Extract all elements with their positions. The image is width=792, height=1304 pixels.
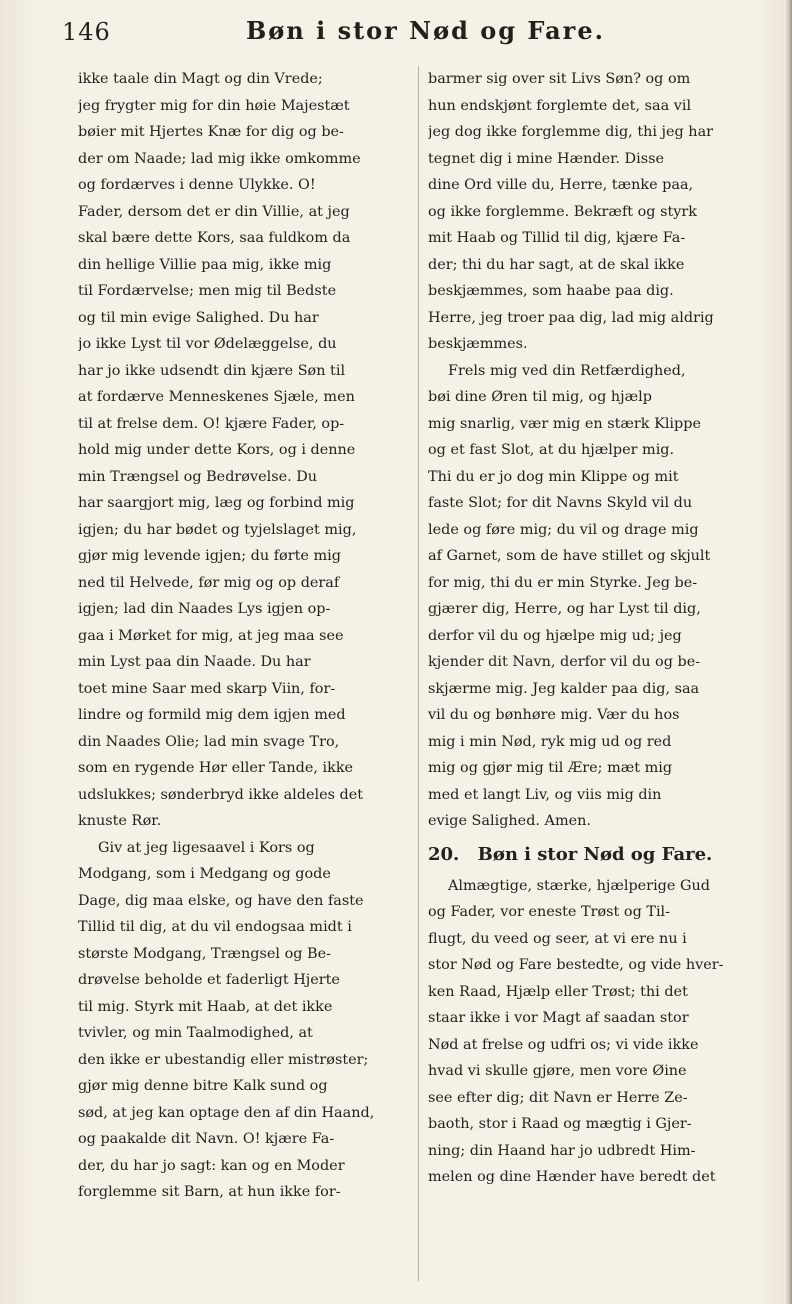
text-line: igjen; lad din Naades Lys igjen op- bbox=[78, 601, 331, 617]
text-line: og paakalde dit Navn. O! kjære Fa- bbox=[78, 1131, 335, 1147]
text-line: min Trængsel og Bedrøvelse. Du bbox=[78, 468, 318, 485]
text-line: beskjæmmes. bbox=[428, 336, 528, 352]
text-line: tvivler, og min Taalmodighed, at bbox=[78, 1025, 313, 1041]
text-line: beskjæmmes, som haabe paa dig. bbox=[428, 283, 674, 299]
text-line: hold mig under dette Kors, og i denne bbox=[78, 442, 356, 458]
text-line: lede og føre mig; du vil og drage mig bbox=[428, 521, 699, 538]
text-line: jo ikke Lyst til vor Ødelæggelse, du bbox=[78, 336, 337, 352]
text-line: Almægtige, stærke, hjælperige Gud bbox=[448, 877, 710, 894]
text-line: skal bære dette Kors, saa fuldkom da bbox=[78, 230, 351, 246]
text-line: lindre og formild mig dem igjen med bbox=[78, 707, 346, 723]
text-line: mig i min Nød, ryk mig ud og red bbox=[428, 733, 672, 750]
text-line: og Fader, vor eneste Trøst og Til- bbox=[428, 904, 671, 920]
text-line: til Fordærvelse; men mig til Bedste bbox=[78, 283, 337, 299]
text-line: Frels mig ved din Retfærdighed, bbox=[448, 362, 686, 379]
text-line: og et fast Slot, at du hjælper mig. bbox=[428, 442, 675, 458]
text-line: ned til Helvede, før mig og op deraf bbox=[78, 574, 340, 591]
text-line: Thi du er jo dog min Klippe og mit bbox=[428, 468, 679, 485]
text-line: sød, at jeg kan optage den af din Haand, bbox=[78, 1104, 375, 1121]
text-line: med et langt Liv, og viis mig din bbox=[428, 786, 662, 803]
text-line: barmer sig over sit Livs Søn? og om bbox=[428, 71, 691, 87]
text-line: Tillid til dig, at du vil endogsaa midt i bbox=[78, 919, 352, 935]
text-line: til at frelse dem. O! kjære Fader, op- bbox=[78, 415, 345, 432]
section-number: 20. bbox=[428, 843, 460, 865]
column-divider bbox=[418, 66, 419, 1281]
text-line: kjender dit Navn, derfor vil du og be- bbox=[428, 654, 701, 670]
text-line: bøier mit Hjertes Knæ for dig og be- bbox=[78, 124, 344, 140]
text-line: vil du og bønhøre mig. Vær du hos bbox=[428, 707, 680, 723]
text-line: Herre, jeg troer paa dig, lad mig aldrig bbox=[428, 309, 714, 326]
text-line: tegnet dig i mine Hænder. Disse bbox=[428, 150, 664, 167]
text-line: igjen; du har bødet og tyjelslaget mig, bbox=[78, 521, 357, 538]
text-line: jeg frygter mig for din høie Majestæt bbox=[78, 97, 350, 114]
text-line: at fordærve Menneskenes Sjæle, men bbox=[78, 389, 355, 405]
text-line: faste Slot; for dit Navns Skyld vil du bbox=[428, 495, 693, 511]
text-line: Nød at frelse og udfri os; vi vide ikke bbox=[428, 1036, 699, 1053]
text-line: mit Haab og Tillid til dig, kjære Fa- bbox=[428, 230, 686, 246]
text-line: stor Nød og Fare bestedte, og vide hver- bbox=[428, 957, 724, 973]
page-edge-shadow bbox=[784, 0, 792, 1304]
text-line: og ikke forglemme. Bekræft og styrk bbox=[428, 203, 697, 220]
text-line: største Modgang, Trængsel og Be- bbox=[78, 945, 331, 962]
text-line: min Lyst paa din Naade. Du har bbox=[78, 654, 311, 670]
text-line: melen og dine Hænder have beredt det bbox=[428, 1169, 716, 1185]
text-line: flugt, du veed og seer, at vi ere nu i bbox=[428, 930, 687, 947]
text-line: og fordærves i denne Ulykke. O! bbox=[78, 177, 316, 193]
text-line: skjærme mig. Jeg kalder paa dig, saa bbox=[428, 680, 700, 697]
text-line: bøi dine Øren til mig, og hjælp bbox=[428, 389, 652, 405]
text-line: har saargjort mig, læg og forbind mig bbox=[78, 495, 355, 511]
text-line: ken Raad, Hjælp eller Trøst; thi det bbox=[428, 983, 688, 1000]
text-line: hvad vi skulle gjøre, men vore Øine bbox=[428, 1063, 687, 1079]
text-line: evige Salighed. Amen. bbox=[428, 813, 591, 829]
text-line: baoth, stor i Raad og mægtig i Gjer- bbox=[428, 1116, 692, 1132]
page-number: 146 bbox=[62, 18, 111, 46]
text-line: der; thi du har sagt, at de skal ikke bbox=[428, 256, 685, 273]
text-line: der om Naade; lad mig ikke omkomme bbox=[78, 150, 361, 167]
right-column-text-before bbox=[428, 66, 754, 835]
right-column bbox=[428, 66, 754, 1191]
section-heading bbox=[428, 837, 754, 873]
left-column bbox=[78, 66, 402, 1206]
text-line: som en rygende Hør eller Tande, ikke bbox=[78, 760, 354, 776]
text-line: knuste Rør. bbox=[78, 813, 162, 829]
text-line: har jo ikke udsendt din kjære Søn til bbox=[78, 362, 346, 379]
right-column-text-after bbox=[428, 873, 754, 1191]
text-line: og til min evige Salighed. Du har bbox=[78, 309, 319, 326]
text-line: udslukkes; sønderbryd ikke aldeles det bbox=[78, 786, 364, 803]
text-line: din hellige Villie paa mig, ikke mig bbox=[78, 256, 332, 273]
text-line: gjør mig levende igjen; du førte mig bbox=[78, 548, 341, 564]
text-line: see efter dig; dit Navn er Herre Ze- bbox=[428, 1089, 688, 1106]
text-line: Giv at jeg ligesaavel i Kors og bbox=[98, 839, 315, 856]
text-line: gjør mig denne bitre Kalk sund og bbox=[78, 1078, 328, 1094]
text-line: forglemme sit Barn, at hun ikke for- bbox=[78, 1184, 341, 1200]
text-line: staar ikke i vor Magt af saadan stor bbox=[428, 1010, 689, 1026]
text-line: mig snarlig, vær mig en stærk Klippe bbox=[428, 415, 701, 432]
text-line: for mig, thi du er min Styrke. Jeg be- bbox=[428, 574, 698, 591]
text-line: til mig. Styrk mit Haab, at det ikke bbox=[78, 998, 333, 1015]
text-line: dine Ord ville du, Herre, tænke paa, bbox=[428, 177, 694, 193]
text-line: den ikke er ubestandig eller mistrøster; bbox=[78, 1051, 369, 1068]
text-line: af Garnet, som de have stillet og skjult bbox=[428, 548, 711, 564]
text-line: der, du har jo sagt: kan og en Moder bbox=[78, 1157, 345, 1174]
section-title: Bøn i stor Nød og Fare. bbox=[477, 843, 713, 865]
text-line: ning; din Haand har jo udbredt Him- bbox=[428, 1142, 696, 1159]
running-title: Bøn i stor Nød og Fare. bbox=[246, 16, 605, 45]
text-line: Modgang, som i Medgang og gode bbox=[78, 866, 331, 882]
text-line: jeg dog ikke forglemme dig, thi jeg har bbox=[428, 124, 714, 140]
text-line: ikke taale din Magt og din Vrede; bbox=[78, 71, 323, 87]
text-line: hun endskjønt forglemte det, saa vil bbox=[428, 97, 692, 114]
text-line: derfor vil du og hjælpe mig ud; jeg bbox=[428, 627, 682, 644]
text-line: gjærer dig, Herre, og har Lyst til dig, bbox=[428, 601, 701, 617]
text-line: toet mine Saar med skarp Viin, for- bbox=[78, 680, 336, 697]
page-header bbox=[62, 14, 752, 54]
text-line: din Naades Olie; lad min svage Tro, bbox=[78, 733, 340, 750]
text-line: gaa i Mørket for mig, at jeg maa see bbox=[78, 627, 344, 644]
text-line: Dage, dig maa elske, og have den faste bbox=[78, 892, 364, 909]
text-line: drøvelse beholde et faderligt Hjerte bbox=[78, 972, 340, 988]
text-line: mig og gjør mig til Ære; mæt mig bbox=[428, 760, 673, 776]
text-line: Fader, dersom det er din Villie, at jeg bbox=[78, 203, 350, 220]
